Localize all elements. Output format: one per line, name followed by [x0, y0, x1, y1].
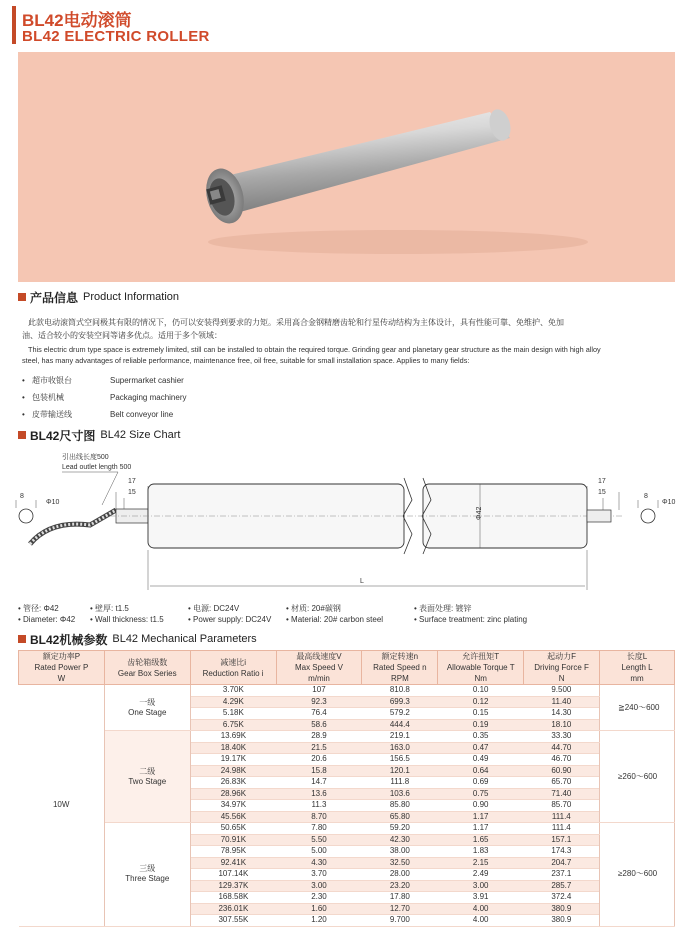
spec-material-cn: 材质: 20#碳钢 — [291, 604, 341, 613]
table-cell: 236.01K — [190, 903, 276, 915]
table-cell: 15.8 — [276, 765, 362, 777]
dim-15-left: 15 — [128, 489, 136, 496]
stage-cn: 二级 — [139, 766, 156, 776]
col-torque: 允许扭矩T Allowable Torque T Nm — [438, 651, 524, 685]
table-cell: 9.700 — [362, 915, 438, 927]
header-accent-bar — [12, 6, 16, 44]
table-cell: 1.65 — [438, 834, 524, 846]
table-cell: 107 — [276, 685, 362, 697]
table-cell: 3.00 — [438, 880, 524, 892]
table-cell: 810.8 — [362, 685, 438, 697]
col-rpm: 额定转速n Rated Speed n RPM — [362, 651, 438, 685]
table-cell: 699.3 — [362, 696, 438, 708]
table-row — [19, 823, 675, 835]
table-cell: 6.75K — [190, 719, 276, 731]
table-cell: 219.1 — [362, 731, 438, 743]
table-cell: 78.95K — [190, 846, 276, 858]
table-cell: 70.91K — [190, 834, 276, 846]
table-cell: 2.49 — [438, 869, 524, 881]
table-row — [19, 731, 675, 743]
page-title-cn: BL42电动滚筒 — [22, 11, 132, 30]
spec-surface-cn: 表面处理: 镀锌 — [419, 604, 472, 613]
heading-cn: BL42机械参数 — [30, 632, 108, 647]
product-photo — [18, 52, 675, 282]
table-cell: 42.30 — [362, 834, 438, 846]
table-cell: 372.4 — [524, 892, 600, 904]
table-cell: 0.15 — [438, 708, 524, 720]
table-cell: 168.58K — [190, 892, 276, 904]
table-cell: 2.15 — [438, 857, 524, 869]
table-cell: 45.56K — [190, 811, 276, 823]
table-cell: 129.37K — [190, 880, 276, 892]
product-description-en — [22, 344, 680, 366]
roller-illustration — [18, 52, 675, 282]
table-cell: 24.98K — [190, 765, 276, 777]
table-cell: 157.1 — [524, 834, 600, 846]
table-cell: 307.55K — [190, 915, 276, 927]
table-cell: 4.00 — [438, 915, 524, 927]
spec-wall-cn: 壁厚: t1.5 — [95, 604, 129, 613]
dim-17-right: 17 — [598, 478, 606, 485]
heading-en: Product Information — [83, 291, 180, 303]
table-cell: 13.69K — [190, 731, 276, 743]
table-cell: 20.6 — [276, 754, 362, 766]
table-cell: 76.4 — [276, 708, 362, 720]
table-cell: 28.96K — [190, 788, 276, 800]
stage-cn: 一级 — [139, 697, 156, 707]
table-cell: 0.19 — [438, 719, 524, 731]
table-cell: 18.10 — [524, 719, 600, 731]
length-range-cell: ≥260～600 — [600, 731, 675, 823]
size-chart-heading — [18, 427, 180, 443]
table-cell: 9.500 — [524, 685, 600, 697]
stage-en: Two Stage — [128, 776, 167, 786]
product-description-cn — [22, 316, 680, 342]
col-force: 起动力F Driving Force F N — [524, 651, 600, 685]
list-item: • 皮带输送线 Belt conveyor line — [22, 410, 174, 419]
lead-length-cn: 引出线长度500 — [62, 454, 109, 461]
table-cell: 33.30 — [524, 731, 600, 743]
col-power: 额定功率P Rated Power P W — [19, 651, 105, 685]
table-cell: 0.49 — [438, 754, 524, 766]
table-cell: 111.4 — [524, 811, 600, 823]
table-cell: 13.6 — [276, 788, 362, 800]
table-cell: 111.4 — [524, 823, 600, 835]
table-cell: 111.8 — [362, 777, 438, 789]
desc-en-line: steel, has many advantages of reliable performance, maintenance free, oil free, suitable for small installation space. Applies to many fields: — [22, 356, 470, 365]
table-cell: 0.47 — [438, 742, 524, 754]
stage-en: Three Stage — [125, 874, 170, 884]
table-cell: 5.18K — [190, 708, 276, 720]
heading-square-icon — [18, 635, 26, 643]
table-cell: 85.80 — [362, 800, 438, 812]
parameters-table — [18, 650, 675, 927]
table-cell: 174.3 — [524, 846, 600, 858]
table-cell: 58.6 — [276, 719, 362, 731]
gearbox-stage-cell — [104, 823, 190, 927]
desc-en-line: This electric drum type space is extremely limited, still can be installed to obtain the required torque. Grinding gear and planetary gear structure as the main design with high alloy — [28, 345, 601, 354]
spec-diameter-en: Diameter: Φ42 — [23, 615, 76, 624]
table-cell: 204.7 — [524, 857, 600, 869]
table-cell: 0.35 — [438, 731, 524, 743]
spec-wall-en: Wall thickness: t1.5 — [95, 615, 164, 624]
table-cell: 0.90 — [438, 800, 524, 812]
table-cell: 65.70 — [524, 777, 600, 789]
table-cell: 4.30 — [276, 857, 362, 869]
col-length: 长度L Length L mm — [600, 651, 675, 685]
table-cell: 21.5 — [276, 742, 362, 754]
table-cell: 28.00 — [362, 869, 438, 881]
heading-en: BL42 Mechanical Parameters — [112, 633, 257, 645]
table-cell: 11.40 — [524, 696, 600, 708]
table-cell: 46.70 — [524, 754, 600, 766]
table-header-row — [19, 651, 675, 685]
heading-square-icon — [18, 431, 26, 439]
table-cell: 0.12 — [438, 696, 524, 708]
table-cell: 23.20 — [362, 880, 438, 892]
dim-L: L — [360, 578, 364, 585]
left-shaft-end — [19, 509, 33, 523]
dim-17-left: 17 — [128, 478, 136, 485]
table-cell: 237.1 — [524, 869, 600, 881]
table-cell: 0.69 — [438, 777, 524, 789]
table-cell: 285.7 — [524, 880, 600, 892]
dim-15-right: 15 — [598, 489, 606, 496]
table-cell: 1.17 — [438, 823, 524, 835]
heading-cn: BL42尺寸图 — [30, 428, 96, 443]
table-cell: 38.00 — [362, 846, 438, 858]
table-cell: 19.17K — [190, 754, 276, 766]
table-cell: 12.70 — [362, 903, 438, 915]
spec-diameter-cn: 管径: Φ42 — [23, 604, 59, 613]
list-item: • 包装机械 Packaging machinery — [22, 393, 187, 402]
table-cell: 579.2 — [362, 708, 438, 720]
table-cell: 92.41K — [190, 857, 276, 869]
table-cell: 3.91 — [438, 892, 524, 904]
table-cell: 107.14K — [190, 869, 276, 881]
desc-cn-line: 油、适合较小的安装空间等诸多优点。适用于多个领域： — [22, 331, 222, 340]
table-cell: 444.4 — [362, 719, 438, 731]
params-heading — [18, 631, 257, 647]
spec-power-en: Power supply: DC24V — [193, 615, 272, 624]
table-cell: 14.30 — [524, 708, 600, 720]
table-body — [19, 685, 675, 927]
table-cell: 3.70 — [276, 869, 362, 881]
table-cell: 17.80 — [362, 892, 438, 904]
table-cell: 26.83K — [190, 777, 276, 789]
table-cell: 380.9 — [524, 915, 600, 927]
table-cell: 163.0 — [362, 742, 438, 754]
desc-cn-line: 此款电动滚筒式空间极其有限的情况下，仍可以安装得到要求的力矩。采用高合金钢精磨齿轮和行星传动结构为主体设计，具有性能可靠、免维护、免加 — [28, 318, 564, 327]
table-cell: 5.50 — [276, 834, 362, 846]
spec-row-cn: • 管径: Φ42 • 壁厚: t1.5 • 电源: DC24V • 材质: 20#碳钢 • 表面处理: 镀锌 — [18, 604, 472, 613]
heading-en: BL42 Size Chart — [100, 429, 181, 441]
table-cell: 5.00 — [276, 846, 362, 858]
table-cell: 4.29K — [190, 696, 276, 708]
heading-cn: 产品信息 — [30, 290, 79, 305]
table-cell: 3.00 — [276, 880, 362, 892]
product-info-heading — [18, 289, 179, 305]
table-cell: 18.40K — [190, 742, 276, 754]
table-cell: 50.65K — [190, 823, 276, 835]
table-cell: 156.5 — [362, 754, 438, 766]
table-cell: 7.80 — [276, 823, 362, 835]
table-cell: 59.20 — [362, 823, 438, 835]
stage-cn: 三级 — [139, 864, 156, 874]
gearbox-stage-cell — [104, 731, 190, 823]
table-cell: 1.20 — [276, 915, 362, 927]
table-cell: 60.90 — [524, 765, 600, 777]
length-range-cell: ≥280～600 — [600, 823, 675, 927]
table-cell: 85.70 — [524, 800, 600, 812]
spec-surface-en: Surface treatment: zinc plating — [419, 615, 528, 624]
table-cell: 103.6 — [362, 788, 438, 800]
power-cell: 10W — [19, 685, 105, 927]
table-cell: 1.83 — [438, 846, 524, 858]
table-cell: 120.1 — [362, 765, 438, 777]
size-drawing — [10, 450, 685, 600]
lead-length-en: Lead outlet length 500 — [62, 464, 132, 471]
col-ratio: 减速比i Reduction Ratio i — [190, 651, 276, 685]
list-item: • 超市收银台 Supermarket cashier — [22, 376, 184, 385]
table-cell: 11.3 — [276, 800, 362, 812]
dim-8-right: 8 — [644, 493, 648, 500]
table-cell: 0.75 — [438, 788, 524, 800]
stage-en: One Stage — [128, 707, 167, 717]
dim-8-left: 8 — [20, 493, 24, 500]
table-cell: 4.00 — [438, 903, 524, 915]
dim-phi42: Φ42 — [476, 506, 483, 520]
table-cell: 28.9 — [276, 731, 362, 743]
dim-phi10-left: Φ10 — [46, 499, 60, 506]
right-shaft-end — [641, 509, 655, 523]
table-cell: 0.10 — [438, 685, 524, 697]
table-cell: 2.30 — [276, 892, 362, 904]
application-list — [22, 372, 186, 423]
length-range-cell: ≧240～600 — [600, 685, 675, 731]
table-cell: 1.17 — [438, 811, 524, 823]
table-cell: 65.80 — [362, 811, 438, 823]
table-cell: 71.40 — [524, 788, 600, 800]
table-cell: 0.64 — [438, 765, 524, 777]
table-cell: 8.70 — [276, 811, 362, 823]
col-gearbox: 齿轮箱级数 Gear Box Series — [104, 651, 190, 685]
table-cell: 3.70K — [190, 685, 276, 697]
table-cell: 34.97K — [190, 800, 276, 812]
dim-phi10-right: Φ10 — [662, 499, 676, 506]
table-cell: 1.60 — [276, 903, 362, 915]
col-speed: 最高线速度V Max Speed V m/min — [276, 651, 362, 685]
table-cell: 32.50 — [362, 857, 438, 869]
heading-square-icon — [18, 293, 26, 301]
table-cell: 44.70 — [524, 742, 600, 754]
gearbox-stage-cell — [104, 685, 190, 731]
table-cell: 92.3 — [276, 696, 362, 708]
table-cell: 380.9 — [524, 903, 600, 915]
table-row — [19, 685, 675, 697]
table-cell: 14.7 — [276, 777, 362, 789]
spec-row-en: • Diameter: Φ42 • Wall thickness: t1.5 • Power supply: DC24V • Material: 20# carbon steel • Surface treatment: zinc plating — [18, 615, 528, 624]
page-title-en: BL42 ELECTRIC ROLLER — [22, 28, 210, 45]
spec-power-cn: 电源: DC24V — [193, 604, 240, 613]
spec-material-en: Material: 20# carbon steel — [291, 615, 384, 624]
